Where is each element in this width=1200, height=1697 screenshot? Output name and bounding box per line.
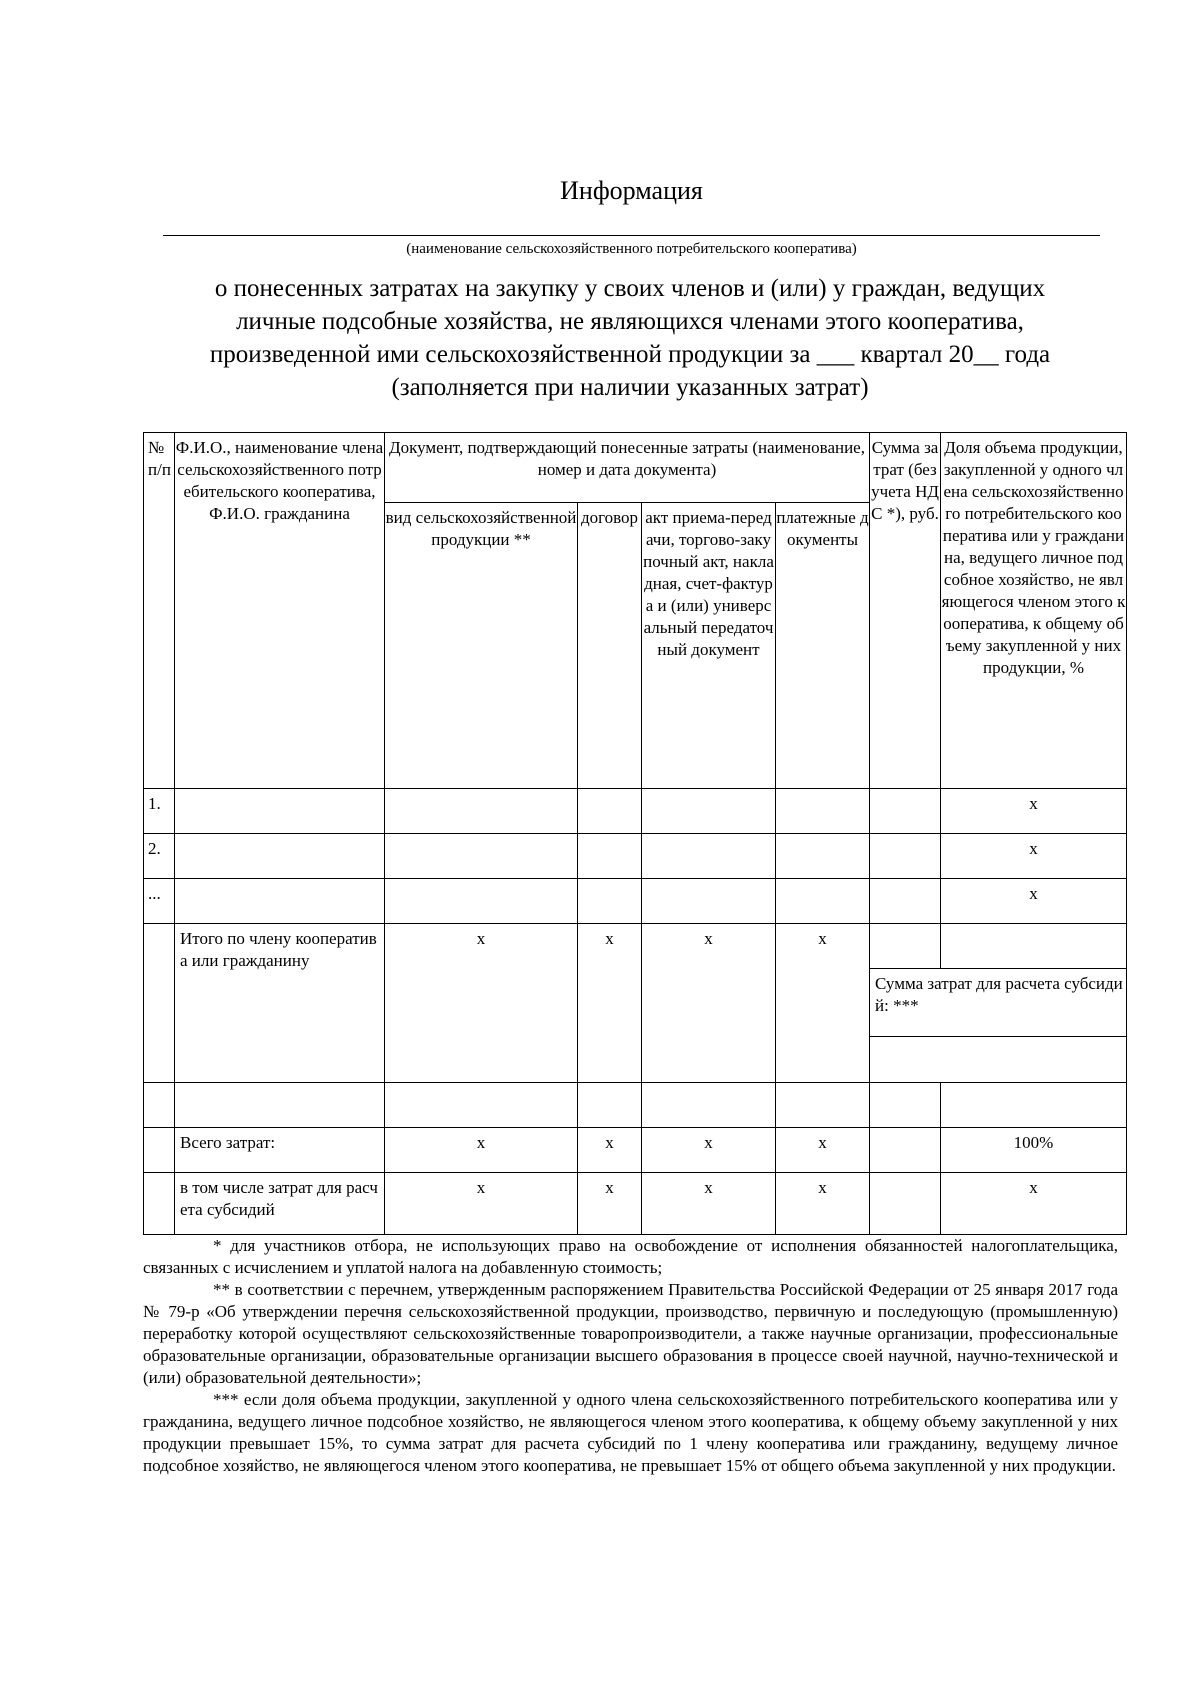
cooperative-name-caption: (наименование сельскохозяйственного потребительского кооператива) <box>406 241 857 257</box>
subsidy-total-payment: x <box>776 1173 870 1235</box>
header-product-type: вид сельскохозяйственной продукции ** <box>385 503 578 789</box>
subsidy-total-act: x <box>642 1173 776 1235</box>
subsidy-total-contract: x <box>578 1173 642 1235</box>
subsidy-total-row <box>144 1173 1127 1235</box>
member-total-label: Итого по члену кооператива или гражданину <box>175 924 385 1083</box>
subtitle-line-4: (заполняется при наличии указанных затрат) <box>391 374 869 401</box>
subtitle-line-2: личные подсобные хозяйства, не являющихся членами этого кооператива, <box>236 308 1024 335</box>
grand-total-row <box>144 1128 1127 1173</box>
member-total-sum-cell <box>870 924 941 969</box>
member-total-share-cell <box>941 924 1127 969</box>
grand-total-payment: x <box>776 1128 870 1173</box>
header-contract: договор <box>578 503 642 789</box>
subsidy-sum-label: Сумма затрат для расчета субсидий: *** <box>870 969 1127 1037</box>
footnote-3: *** если доля объема продукции, закупленной у одного члена сельскохозяйственного потребительского кооператива или у гражданина, ведущего личное подсобное хозяйство, не являющегося членом этого кооператива, к общему объему закупленной у них продукции превышает 15%, то сумма затрат для расчета субсидий по 1 члену кооператива или гражданину, ведущему личное подсобное хозяйство, не являющегося членом этого кооператива, не превышает 15% от общего объема закупленной у них продукции. <box>143 1390 1118 1475</box>
document-title: Информация <box>560 176 703 205</box>
member-total-product-type: x <box>385 924 578 1083</box>
grand-total-share: 100% <box>941 1128 1127 1173</box>
subsidy-sum-value <box>870 1037 1127 1083</box>
grand-total-contract: x <box>578 1128 642 1173</box>
header-name: Ф.И.О., наименование члена сельскохозяйственного потребительского кооператива, Ф.И.О. гражданина <box>175 433 385 789</box>
footnote-2: ** в соответствии с перечнем, утвержденным распоряжением Правительства Российской Федерации от 25 января 2017 года № 79-р «Об утверждении перечня сельскохозяйственной продукции, производство, первичную и последующую (промышленную) переработку которой осуществляют сельскохозяйственные товаропроизводители, а также научные организации, профессиональные образовательные организации, образовательные организации высшего образования в процессе своей научной, научно-технической и (или) образовательной деятельности»; <box>143 1280 1118 1387</box>
header-share: Доля объема продукции, закупленной у одного члена сельскохозяйственного потребительского кооператива или у гражданина, ведущего личное подсобное хозяйство, не являющегося членом этого кооператива, к общему объему закупленной у них продукции, % <box>941 433 1127 789</box>
member-total-payment: x <box>776 924 870 1083</box>
table-row <box>144 879 1127 924</box>
expenses-table <box>143 432 1127 1235</box>
header-act: акт приема-передачи, торгово-закупочный акт, накладная, счет-фактура и (или) универсальный передаточный документ <box>642 503 776 789</box>
row-num: 2. <box>144 834 175 879</box>
header-payment: платежные документы <box>776 503 870 789</box>
subsidy-total-product-type: x <box>385 1173 578 1235</box>
grand-total-product-type: x <box>385 1128 578 1173</box>
empty-row <box>144 1083 1127 1128</box>
row-num: ... <box>144 879 175 924</box>
footnotes <box>143 1235 1118 1477</box>
header-num: № п/п <box>144 433 175 789</box>
header-document: Документ, подтверждающий понесенные затраты (наименование, номер и дата документа) <box>385 433 870 503</box>
row-num: 1. <box>144 789 175 834</box>
table-row <box>144 834 1127 879</box>
row-share: x <box>941 879 1127 924</box>
footnote-1: * для участников отбора, не использующих право на освобождение от исполнения обязанностей налогоплательщика, связанных с исчислением и уплатой налога на добавленную стоимость; <box>143 1236 1118 1277</box>
document-subtitle <box>120 272 1140 404</box>
table-row <box>144 789 1127 834</box>
subtitle-line-1: о понесенных затратах на закупку у своих членов и (или) у граждан, ведущих <box>214 275 1046 302</box>
grand-total-label: Всего затрат: <box>175 1128 385 1173</box>
grand-total-act: x <box>642 1128 776 1173</box>
row-share: x <box>941 834 1127 879</box>
row-share: x <box>941 789 1127 834</box>
subtitle-line-3: произведенной ими сельскохозяйственной продукции за ___ квартал 20__ года <box>209 341 1051 368</box>
cooperative-name-line <box>163 235 1100 236</box>
subsidy-total-label: в том числе затрат для расчета субсидий <box>175 1173 385 1235</box>
member-total-row <box>144 924 1127 969</box>
subsidy-total-share: x <box>941 1173 1127 1235</box>
member-total-contract: x <box>578 924 642 1083</box>
member-total-act: x <box>642 924 776 1083</box>
header-sum: Сумма затрат (без учета НДС *), руб. <box>870 433 941 789</box>
